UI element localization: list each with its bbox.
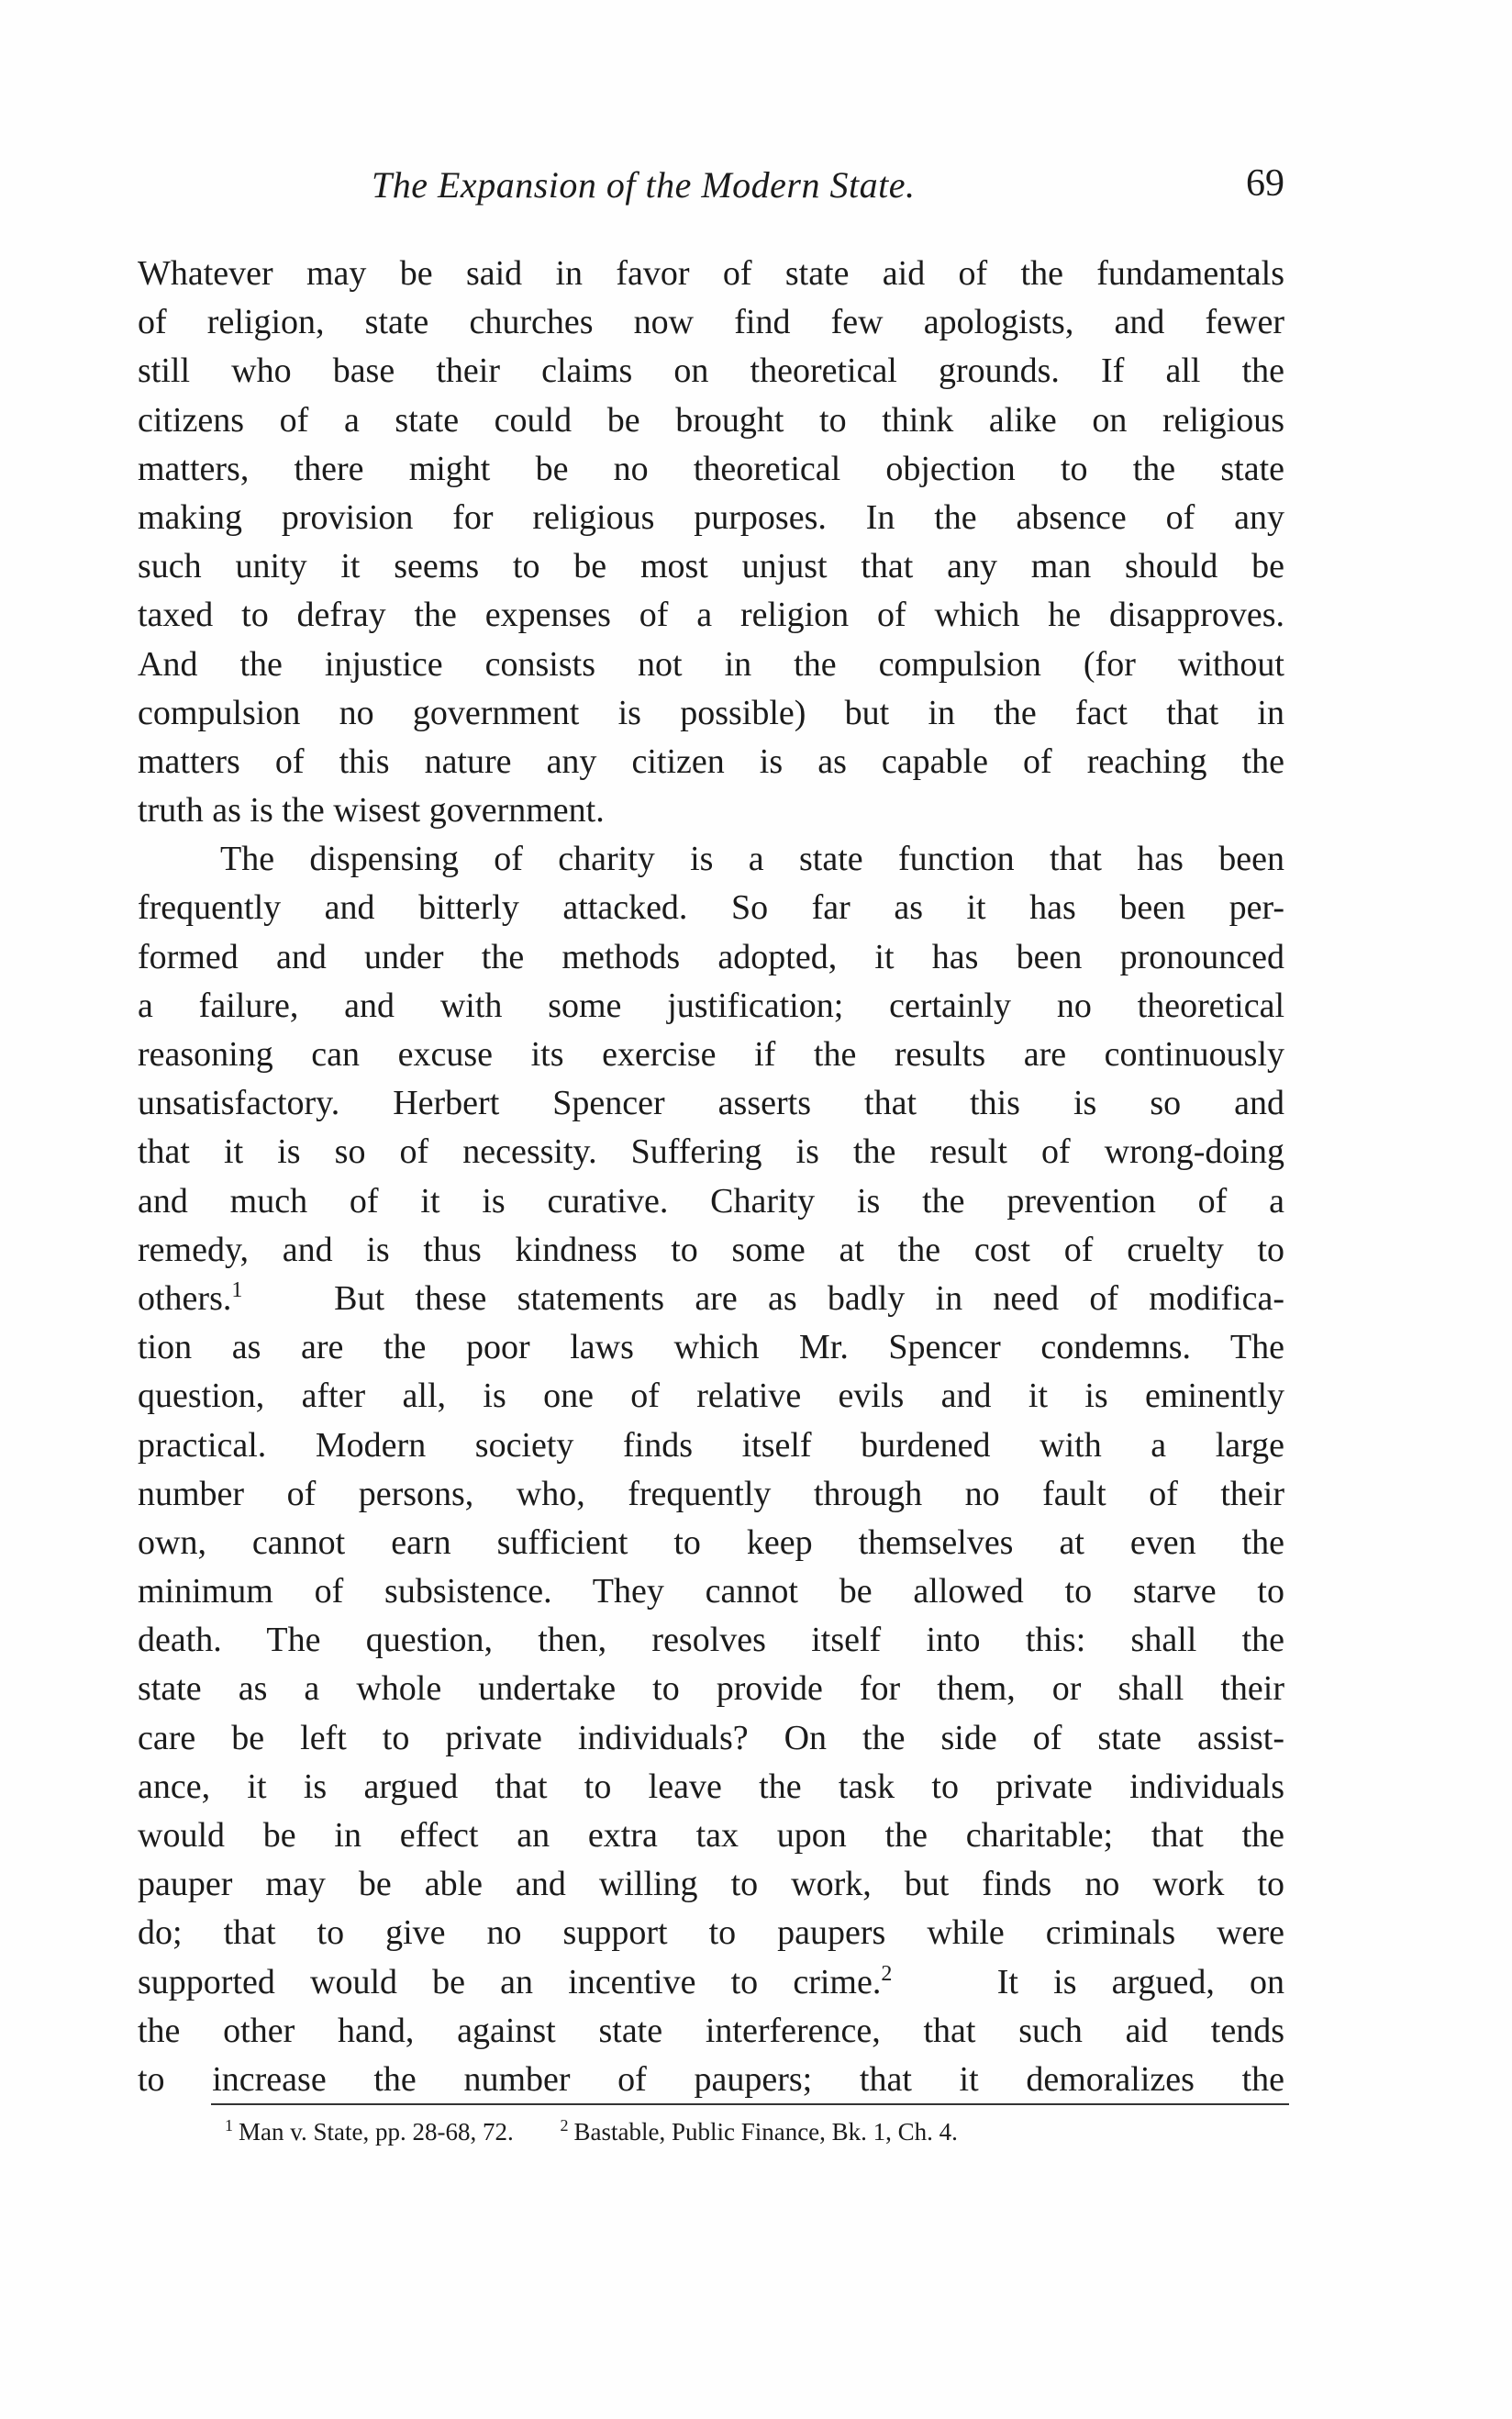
text-line: such unity it seems to be most unjust that any man should be xyxy=(138,547,1284,586)
text-line: tion as are the poor laws which Mr. Spencer condemns. The xyxy=(138,1328,1284,1367)
footnote-marker: 1 xyxy=(225,2116,233,2135)
text-line: the other hand, against state interference, that such aid tends xyxy=(138,2011,1284,2050)
text-line: The dispensing of charity is a state function that has been xyxy=(220,840,1284,879)
text-line: frequently and bitterly attacked. So far as it has been per- xyxy=(138,888,1284,928)
text-line-with-footnote xyxy=(138,1275,1284,1323)
text-line: a failure, and with some justification; certainly no theoretical xyxy=(138,986,1284,1025)
text-line: matters, there might be no theoretical objection to the state xyxy=(138,449,1284,488)
text-line: compulsion no government is possible) but in the fact that in xyxy=(138,693,1284,732)
text-line: practical. Modern society finds itself burdened with a large xyxy=(138,1425,1284,1465)
text-line: taxed to defray the expenses of a religion of which he disapproves. xyxy=(138,596,1284,635)
text-line: state as a whole undertake to provide for them, or shall their xyxy=(138,1669,1284,1709)
text-line: to increase the number of paupers; that it demoralizes the xyxy=(138,2059,1284,2099)
text-segment: But these statements are as badly in need of modifica- xyxy=(334,1278,1284,1318)
text-line: truth as is the wisest government. xyxy=(138,791,605,830)
text-line: of religion, state churches now find few apologists, and fewer xyxy=(138,303,1284,342)
running-title: The Expansion of the Modern State. xyxy=(372,164,916,206)
text-line: formed and under the methods adopted, it has been pronounced xyxy=(138,937,1284,976)
text-segment: It is argued, on xyxy=(996,1962,1284,2001)
body-text xyxy=(138,250,1284,2104)
footnote-marker: 2 xyxy=(560,2116,569,2135)
text-line: and much of it is curative. Charity is the prevention of a xyxy=(138,1181,1284,1221)
text-line: still who base their claims on theoretical grounds. If all the xyxy=(138,351,1284,391)
text-line: pauper may be able and willing to work, but finds no work to xyxy=(138,1865,1284,1904)
footnotes xyxy=(225,2118,998,2146)
text-segment: supported would be an incentive to crime. xyxy=(138,1962,882,2001)
text-line: citizens of a state could be brought to think alike on religious xyxy=(138,400,1284,440)
text-line: death. The question, then, resolves itself into this: shall the xyxy=(138,1621,1284,1660)
text-line: reasoning can excuse its exercise if the results are continuously xyxy=(138,1035,1284,1074)
footnote-divider xyxy=(211,2103,1289,2105)
text-line: number of persons, who, frequently through no fault of their xyxy=(138,1474,1284,1513)
footnote-marker: 2 xyxy=(881,1961,893,1986)
footnote-1 xyxy=(225,2118,514,2146)
text-segment: others. xyxy=(138,1278,232,1318)
text-line: do; that to give no support to paupers while criminals were xyxy=(138,1913,1284,1953)
footnote-2 xyxy=(560,2118,957,2146)
footnote-marker: 1 xyxy=(231,1277,243,1302)
text-line: Whatever may be said in favor of state aid of the fundamentals xyxy=(138,254,1284,293)
text-line: And the injustice consists not in the compulsion (for without xyxy=(138,644,1284,684)
text-line: own, cannot earn sufficient to keep themselves at even the xyxy=(138,1522,1284,1562)
text-line: remedy, and is thus kindness to some at the cost of cruelty to xyxy=(138,1230,1284,1269)
text-line: question, after all, is one of relative evils and it is eminently xyxy=(138,1377,1284,1416)
text-line: minimum of subsistence. They cannot be allowed to starve to xyxy=(138,1572,1284,1611)
footnote-text: Bastable, Public Finance, Bk. 1, Ch. 4. xyxy=(573,2118,958,2146)
text-line-with-footnote xyxy=(138,1958,1284,2007)
text-line: matters of this nature any citizen is as capable of reaching the xyxy=(138,741,1284,781)
text-line: making provision for religious purposes. In the absence of any xyxy=(138,497,1284,537)
text-line: would be in effect an extra tax upon the charitable; that the xyxy=(138,1816,1284,1855)
text-line: that it is so of necessity. Suffering is the result of wrong-doing xyxy=(138,1132,1284,1172)
text-line: care be left to private individuals? On the side of state assist- xyxy=(138,1718,1284,1757)
running-header xyxy=(138,163,1284,218)
text-line: ance, it is argued that to leave the task to private individuals xyxy=(138,1767,1284,1806)
footnote-text: Man v. State, pp. 28-68, 72. xyxy=(239,2118,514,2146)
page-number: 69 xyxy=(1246,162,1284,205)
text-line: unsatisfactory. Herbert Spencer asserts that this is so and xyxy=(138,1084,1284,1123)
